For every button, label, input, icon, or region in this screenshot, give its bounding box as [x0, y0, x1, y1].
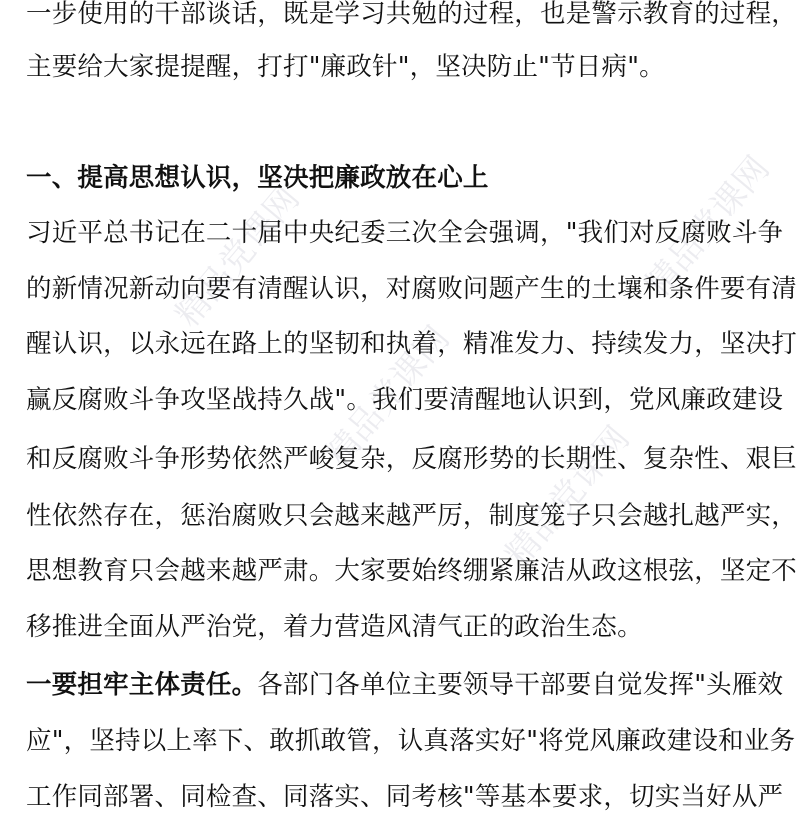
paragraph-lead: 一要担牢主体责任。	[26, 670, 258, 700]
text-line: 性依然存在，惩治腐败只会越来越严厉，制度笼子只会越扎越严实，	[26, 501, 798, 531]
text-line: 思想教育只会越来越严肃。大家要始终绷紧廉洁从政这根弦，坚定不	[26, 556, 798, 586]
text-line: 习近平总书记在二十届中央纪委三次全会强调，"我们对反腐败斗争	[26, 218, 784, 248]
section-heading: 一、提高思想认识，坚决把廉政放在心上	[26, 163, 489, 193]
watermark-text: 精品党课网	[167, 178, 308, 335]
watermark-text: 精品党课网	[637, 148, 778, 305]
text-line: 工作同部署、同检查、同落实、同考核"等基本要求，切实当好从严	[26, 782, 784, 812]
text-line: 主要给大家提提醒，打打"廉政针"，坚决防止"节日病"。	[26, 52, 665, 82]
text-line: 一步使用的干部谈话，既是学习共勉的过程，也是警示教育的过程，	[26, 0, 798, 29]
text-line: 的新情况新动向要有清醒认识，对腐败问题产生的土壤和条件要有清	[26, 274, 798, 304]
text-line: 应"，坚持以上率下、敢抓敢管，认真落实好"将党风廉政建设和业务	[26, 726, 796, 756]
watermark-text: 精品党课网	[497, 418, 638, 575]
watermark-text: 精品党课网	[317, 318, 458, 475]
text-line: 和反腐败斗争形势依然严峻复杂，反腐形势的长期性、复杂性、艰巨	[26, 444, 798, 474]
paragraph-text: 各部门各单位主要领导干部要自觉发挥"头雁效	[257, 670, 784, 700]
text-line	[26, 669, 783, 701]
text-line: 醒认识，以永远在路上的坚韧和执着，精准发力、持续发力，坚决打	[26, 329, 798, 359]
text-line: 移推进全面从严治党，着力营造风清气正的政治生态。	[26, 612, 643, 642]
text-line: 赢反腐败斗争攻坚战持久战"。我们要清醒地认识到，党风廉政建设	[26, 385, 784, 415]
